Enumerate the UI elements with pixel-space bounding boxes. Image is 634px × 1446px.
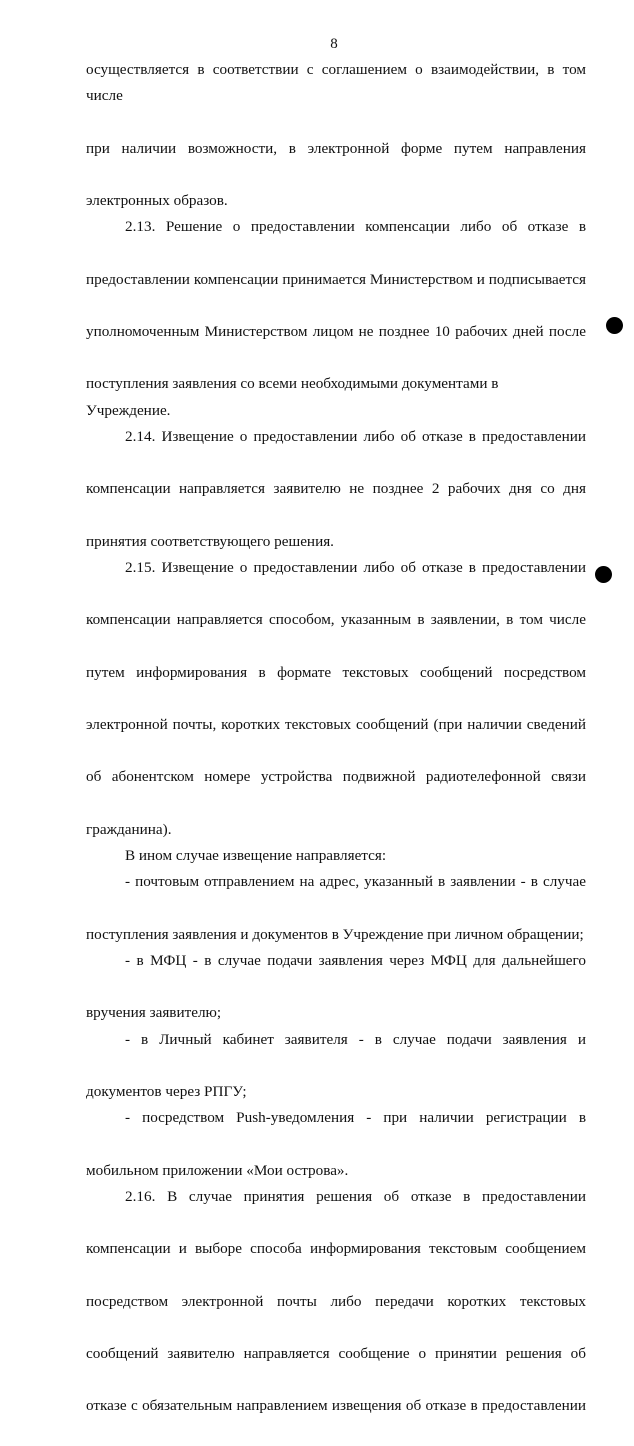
text-line: В ином случае извещение направляется: (125, 847, 387, 865)
paragraph-2-13 (86, 214, 586, 424)
text-line: предоставлении компенсации принимается Министерством и подписывается (86, 270, 586, 288)
text-line: осуществляется в соответствии с соглашением о взаимодействии, в том числе (86, 61, 586, 105)
text-line: компенсации направляется способом, указанным в заявлении, в том числе (86, 611, 586, 629)
text-line: принятия соответствующего решения. (86, 532, 334, 550)
paragraph-continuation (86, 57, 586, 214)
text-line: отказе с обязательным направлением извещения об отказе в предоставлении (86, 1397, 586, 1415)
text-line: об абонентском номере устройства подвижной радиотелефонной связи (86, 768, 586, 786)
text-line: гражданина). (86, 820, 172, 838)
text-line: при наличии возможности, в электронной форме путем направления (86, 139, 586, 157)
list-item-mfc (86, 948, 586, 1027)
text-line: компенсации направляется заявителю не позднее 2 рабочих дня со дня (86, 480, 586, 498)
text-line: 2.14. Извещение о предоставлении либо об отказе в предоставлении (125, 427, 586, 445)
list-item-post (86, 869, 586, 948)
list-item-push (86, 1105, 586, 1184)
text-line: 2.13. Решение о предоставлении компенсации либо об отказе в (125, 218, 586, 236)
text-line: путем информирования в формате текстовых сообщений посредством (86, 663, 586, 681)
text-line: компенсации и выборе способа информирования текстовым сообщением (86, 1240, 586, 1258)
list-item-cabinet (86, 1027, 586, 1106)
punch-hole-mark (606, 317, 623, 334)
text-line: вручения заявителю; (86, 1004, 222, 1022)
text-line: - посредством Push-уведомления - при наличии регистрации в (125, 1109, 586, 1127)
text-line: мобильном приложении «Мои острова». (86, 1161, 349, 1179)
text-line: документов через РПГУ; (86, 1082, 247, 1100)
paragraph-2-16 (86, 1184, 586, 1446)
punch-hole-mark (595, 566, 612, 583)
page-number: 8 (330, 36, 338, 52)
text-line: посредством электронной почты либо передачи коротких текстовых (86, 1292, 586, 1310)
text-line: уполномоченным Министерством лицом не позднее 10 рабочих дней после (86, 323, 586, 341)
text-line: - в Личный кабинет заявителя - в случае подачи заявления и (125, 1030, 586, 1048)
text-line: - почтовым отправлением на адрес, указанный в заявлении - в случае (125, 873, 586, 891)
text-line: - в МФЦ - в случае подачи заявления через МФЦ для дальнейшего (125, 951, 586, 969)
text-line: электронных образов. (86, 192, 228, 210)
paragraph-2-15 (86, 555, 586, 843)
text-line: поступления заявления и документов в Учреждение при личном обращении; (86, 925, 584, 943)
text-line: электронной почты, коротких текстовых сообщений (при наличии сведений (86, 716, 586, 734)
text-line: поступления заявления со всеми необходимыми документами в Учреждение. (86, 375, 499, 419)
paragraph-2-14 (86, 424, 586, 555)
paragraph-otherwise (86, 843, 586, 869)
document-body (86, 57, 586, 1446)
text-line: 2.16. В случае принятия решения об отказе в предоставлении (125, 1187, 586, 1205)
text-line: сообщений заявителю направляется сообщение о принятии решения об (86, 1344, 586, 1362)
text-line: 2.15. Извещение о предоставлении либо об отказе в предоставлении (125, 558, 586, 576)
